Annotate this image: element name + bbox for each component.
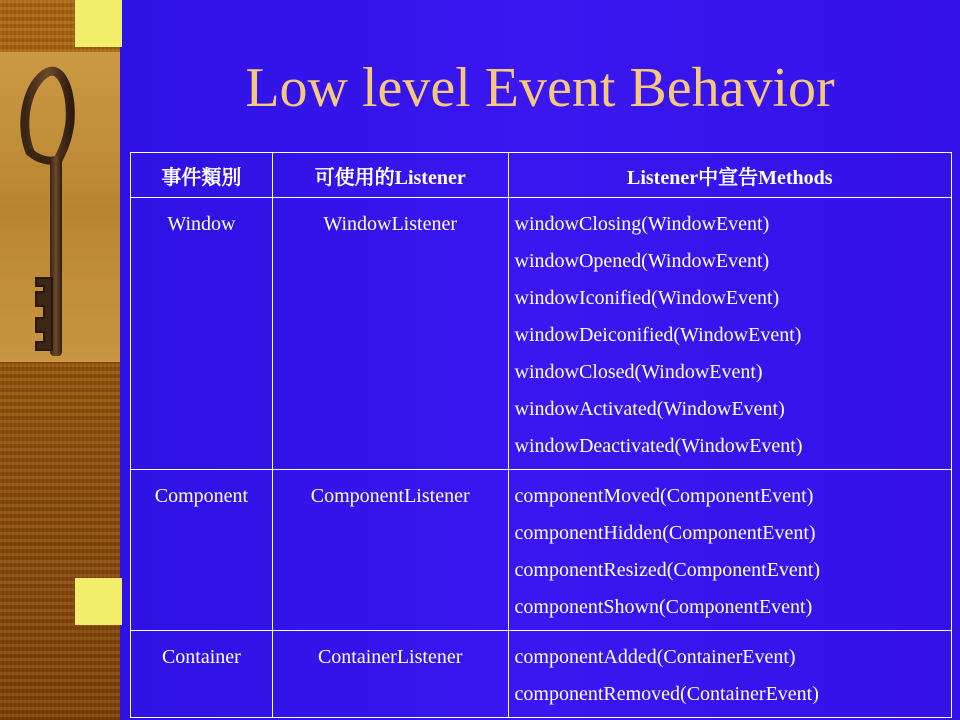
cell-methods (508, 631, 951, 718)
header-listener: 可使用的Listener (272, 153, 508, 198)
cell-listener: WindowListener (272, 198, 508, 470)
method-item: componentHidden(ComponentEvent) (514, 522, 816, 544)
cell-event-type: Component (131, 470, 273, 631)
cell-listener: ComponentListener (272, 470, 508, 631)
method-item: componentShown(ComponentEvent) (514, 596, 813, 618)
cell-listener: ContainerListener (272, 631, 508, 718)
cell-event-type: Container (131, 631, 273, 718)
method-item: windowActivated(WindowEvent) (514, 398, 785, 420)
method-item: componentMoved(ComponentEvent) (514, 485, 814, 507)
table-row (131, 631, 952, 718)
cell-event-type: Window (131, 198, 273, 470)
decorative-square (75, 0, 122, 47)
cell-methods (508, 198, 951, 470)
method-item: windowClosed(WindowEvent) (514, 361, 763, 383)
cell-methods (508, 470, 951, 631)
method-item: windowOpened(WindowEvent) (514, 250, 770, 272)
event-table (130, 152, 952, 718)
table-row (131, 198, 952, 470)
key-icon (0, 52, 120, 362)
table-header-row (131, 153, 952, 198)
antique-key-image (0, 52, 120, 362)
decorative-square (75, 578, 122, 625)
method-item: windowDeiconified(WindowEvent) (514, 324, 802, 346)
table-row (131, 470, 952, 631)
header-event-type: 事件類別 (131, 153, 273, 198)
method-item: componentRemoved(ContainerEvent) (514, 683, 819, 705)
method-item: componentResized(ComponentEvent) (514, 559, 821, 581)
method-item: componentAdded(ContainerEvent) (514, 646, 796, 668)
slide-title: Low level Event Behavior (245, 57, 835, 119)
header-methods: Listener中宣告Methods (508, 153, 951, 198)
method-item: windowIconified(WindowEvent) (514, 287, 780, 309)
method-item: windowDeactivated(WindowEvent) (514, 435, 803, 457)
method-item: windowClosing(WindowEvent) (514, 213, 770, 235)
